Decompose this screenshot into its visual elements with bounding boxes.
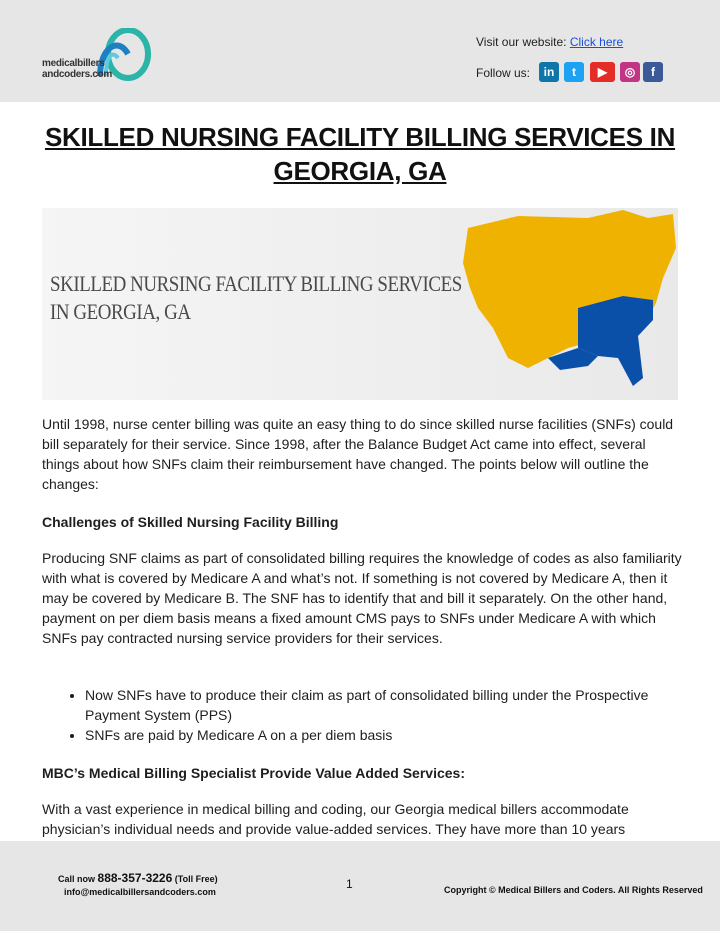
banner-line2: IN GEORGIA, GA (50, 299, 191, 324)
youtube-icon[interactable]: ▶ (590, 62, 615, 82)
facebook-icon[interactable]: f (643, 62, 663, 82)
banner-heading (50, 270, 462, 326)
us-map-image (448, 208, 678, 400)
list-item: • Now SNFs have to produce their claim as part of consolidated billing under the Prospective Payment System (PPS) (85, 685, 682, 725)
title-line2: GEORGIA, GA (273, 156, 447, 186)
twitter-icon[interactable]: t (564, 62, 584, 82)
page-title (30, 120, 690, 188)
us-map-shape (463, 210, 676, 368)
list-item: • SNFs are paid by Medicare A on a per diem basis (85, 725, 682, 745)
bullet-list (42, 685, 682, 745)
section-heading-services: MBC’s Medical Billing Specialist Provide Value Added Services: (42, 765, 465, 781)
logo-text-line1: medicalbillers (42, 58, 105, 69)
copyright-text: Copyright © Medical Billers and Coders. All Rights Reserved (444, 885, 703, 895)
banner-line1: SKILLED NURSING FACILITY BILLING SERVICES (50, 271, 462, 296)
email-address[interactable]: info@medicalbillersandcoders.com (64, 887, 216, 897)
company-logo[interactable] (40, 28, 155, 86)
section-heading-challenges: Challenges of Skilled Nursing Facility Billing (42, 514, 339, 530)
page-footer (0, 841, 720, 931)
intro-paragraph: Until 1998, nurse center billing was quite an easy thing to do since skilled nurse facilities (SNFs) could bill separately for their service. Since 1998, after the Balance Budget Act came into effect, several things about how SNFs claim their reimbursement have changed. The points below will outline the changes: (42, 416, 674, 492)
visit-website (476, 35, 623, 49)
services-paragraph: With a vast experience in medical billing and coding, our Georgia medical billers accommodate physician’s individual needs and provide value-added services. They have more than 10 years (42, 801, 629, 837)
call-now (58, 871, 218, 885)
instagram-icon[interactable]: ◎ (620, 62, 640, 82)
toll-free-label: (Toll Free) (174, 874, 218, 884)
website-link[interactable]: Click here (569, 35, 624, 49)
hero-banner (42, 208, 678, 400)
phone-number[interactable]: 888-357-3226 (97, 871, 173, 885)
follow-label: Follow us: (476, 66, 531, 80)
page-number: 1 (346, 877, 353, 891)
title-line1: SKILLED NURSING FACILITY BILLING SERVICES IN (44, 122, 676, 152)
linkedin-icon[interactable]: in (539, 62, 559, 82)
page-header (0, 0, 720, 102)
visit-label: Visit our website: (476, 35, 567, 49)
southeast-region-shape (578, 296, 653, 386)
logo-text-line2: andcoders.com (42, 69, 113, 80)
challenges-paragraph: Producing SNF claims as part of consolidated billing requires the knowledge of codes as also familiarity with what is covered by Medicare A and what’s not. If something is not covered by Medicare A, then it may be covered by Medicare B. The SNF has to identify that and bill it separately. On the other hand, payment on per diem basis means a fixed amount CMS pays to SNFs under Medicare A with which SNFs pay contracted nursing service providers for their services. (42, 550, 682, 646)
call-prefix: Call now (58, 874, 96, 884)
